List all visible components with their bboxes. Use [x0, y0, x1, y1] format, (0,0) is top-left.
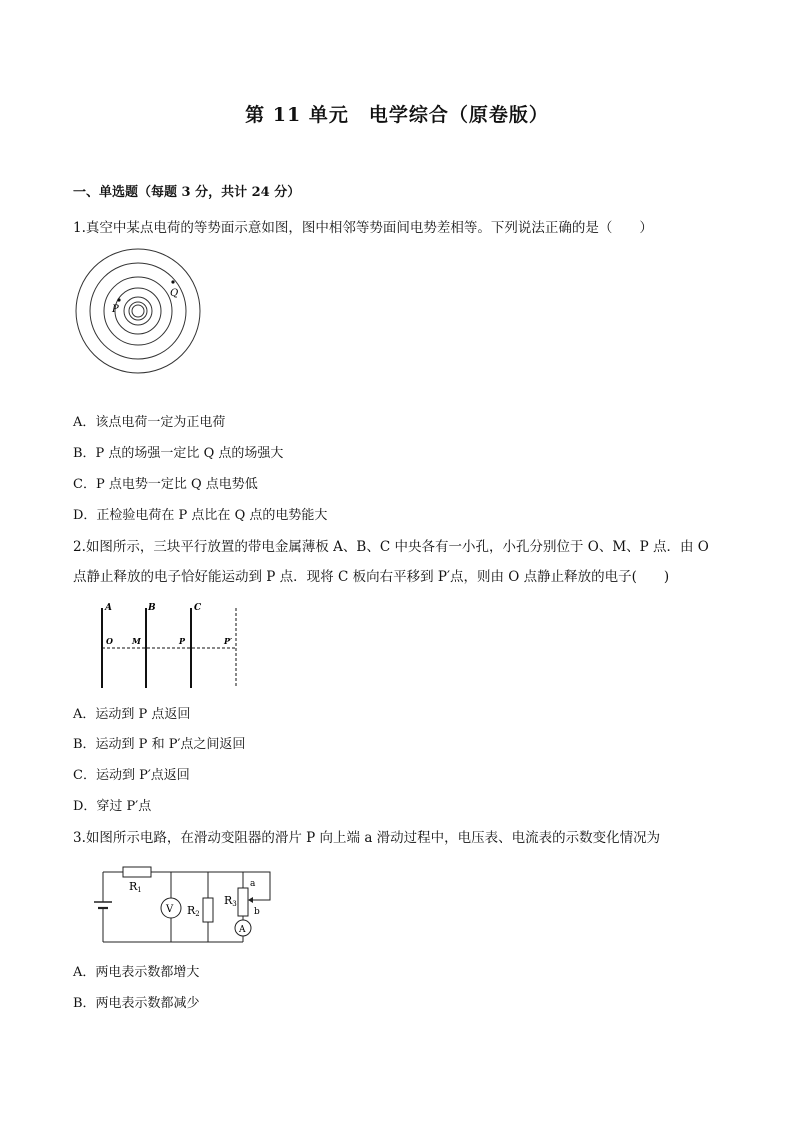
q1-option-d[interactable]: D．正检验电荷在 P 点比在 Q 点的电势能大 [73, 508, 328, 523]
q1-option-a[interactable]: A．该点电荷一定为正电荷 [73, 415, 226, 430]
q2-label-c: C [194, 603, 202, 613]
q2-plates-figure [96, 600, 244, 692]
q3-label-r3: R3 [224, 894, 237, 908]
q3-label-r1: R1 [129, 880, 142, 894]
q1-label-p: P [112, 304, 119, 315]
q2-option-c[interactable]: C．运动到 P′点返回 [73, 768, 190, 783]
q3-circuit-figure [93, 862, 283, 946]
section-heading: 一、单选题（每题 3 分，共计 24 分） [73, 185, 301, 200]
q1-option-c[interactable]: C．P 点电势一定比 Q 点电势低 [73, 477, 258, 492]
q1-equipotential-figure [73, 248, 209, 380]
q3-voltmeter-label: V [166, 904, 174, 915]
q2-option-a[interactable]: A．运动到 P 点返回 [73, 707, 191, 722]
q1-option-b[interactable]: B．P 点的场强一定比 Q 点的场强大 [73, 446, 284, 461]
q1-label-q: Q [170, 288, 179, 299]
q2-label-p: P [179, 636, 186, 646]
q3-label-a-end: a [250, 879, 256, 889]
q3-option-b[interactable]: B．两电表示数都减少 [73, 996, 200, 1011]
q3-label-b-end: b [254, 907, 260, 917]
q3-label-r2: R2 [187, 904, 200, 918]
q3-ammeter-label: A [239, 925, 246, 935]
q3-stem: 3.如图所示电路，在滑动变阻器的滑片 P 向上端 a 滑动过程中，电压表、电流表的示数变化情况为 [73, 830, 661, 846]
q2-label-o: O [106, 636, 113, 646]
q1-stem: 1.真空中某点电荷的等势面示意如图，图中相邻等势面间电势差相等。下列说法正确的是（ ） [73, 220, 653, 236]
q2-label-pprime: P′ [224, 636, 233, 646]
q2-option-d[interactable]: D．穿过 P′点 [73, 799, 152, 814]
q2-stem-line1: 2.如图所示，三块平行放置的带电金属薄板 A、B、C 中央各有一小孔，小孔分别位于 O、M、P 点．由 O [73, 539, 709, 555]
q2-label-m: M [132, 636, 141, 646]
q3-option-a[interactable]: A．两电表示数都增大 [73, 965, 200, 980]
q2-label-a: A [105, 603, 112, 613]
q2-option-b[interactable]: B．运动到 P 和 P′点之间返回 [73, 737, 246, 752]
q2-stem-line2: 点静止释放的电子恰好能运动到 P 点．现将 C 板向右平移到 P′点，则由 O 点静止释放的电子( ) [73, 569, 670, 585]
q2-label-b: B [148, 603, 156, 613]
page-title: 第 11 单元 电学综合（原卷版） [245, 104, 549, 126]
